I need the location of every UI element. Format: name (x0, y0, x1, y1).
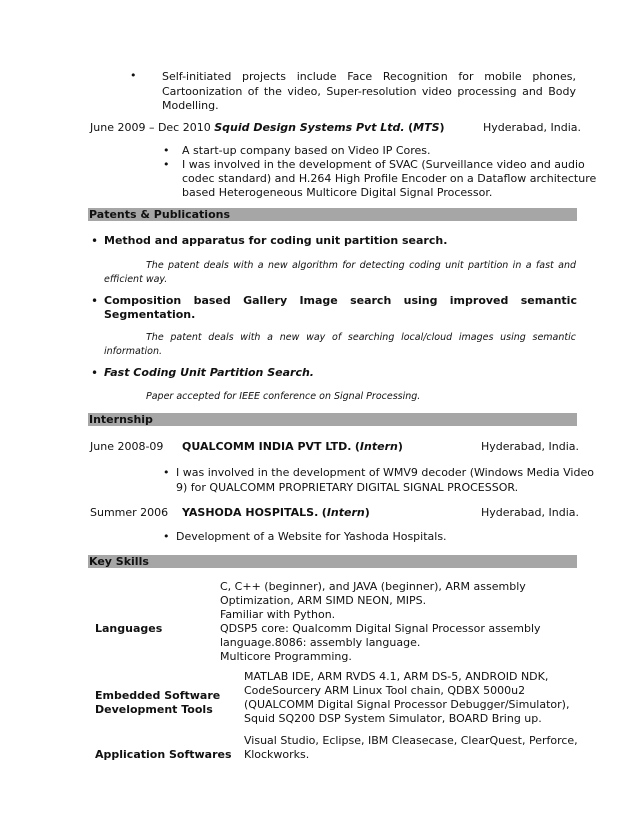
skill-detail: C, C++ (beginner), and JAVA (beginner), ARM assembly (220, 580, 526, 593)
bullet-icon: • (163, 466, 170, 479)
internship-company: YASHODA HOSPITALS. (Intern) (182, 506, 370, 519)
internship-dates: June 2008-09 (90, 440, 164, 453)
bullet-icon: • (91, 234, 99, 248)
company-name: Squid Design Systems Pvt Ltd. (214, 121, 405, 134)
patent-title: Method and apparatus for coding unit partition search. (104, 234, 448, 247)
internship-detail: I was involved in the development of WMV9 decoder (Windows Media Video (176, 466, 594, 479)
skill-detail: Optimization, ARM SIMD NEON, MIPS. (220, 594, 427, 607)
section-heading-patents: Patents & Publications (88, 208, 577, 221)
skill-detail: Multicore Programming. (220, 650, 352, 663)
job-tag-open: ( (408, 121, 414, 134)
internship-company: QUALCOMM INDIA PVT LTD. (Intern) (182, 440, 403, 453)
bullet-icon: • (163, 144, 170, 157)
internship-location: Hyderabad, India. (481, 506, 579, 519)
patent-title-cont: Segmentation. (104, 308, 196, 321)
internship-location: Hyderabad, India. (481, 440, 579, 453)
job-header-squid (90, 121, 445, 135)
skill-detail: (QUALCOMM Digital Signal Processor Debugger/Simulator), (244, 698, 570, 711)
section-heading-internship: Internship (88, 413, 577, 426)
skill-detail: Familiar with Python. (220, 608, 336, 621)
project-line-2: Cartoonization of the video, Super-resolution video processing and Body (162, 85, 576, 98)
project-line-1: Self-initiated projects include Face Recognition for mobile phones, (162, 70, 576, 83)
patent-description-cont: information. (104, 346, 163, 357)
patent-description: The patent deals with a new way of searching local/cloud images using semantic (146, 332, 576, 343)
skill-detail: QDSP5 core: Qualcomm Digital Signal Processor assembly (220, 622, 541, 635)
internship-dates: Summer 2006 (90, 506, 169, 519)
job-location: Hyderabad, India. (483, 121, 581, 134)
job-bullet: A start-up company based on Video IP Cores. (182, 144, 431, 157)
skill-label-cont: Development Tools (95, 703, 213, 716)
skill-detail: CodeSourcery ARM Linux Tool chain, QDBX 5000u2 (244, 684, 526, 697)
bullet-icon: • (163, 158, 170, 171)
patent-description: The patent deals with a new algorithm for detecting coding unit partition in a fast and (146, 260, 576, 271)
patent-description-cont: efficient way. (104, 274, 168, 285)
skill-label: Embedded Software (95, 689, 221, 702)
patent-title: Composition based Gallery Image search using improved semantic (104, 294, 577, 307)
skill-detail: Visual Studio, Eclipse, IBM Cleasecase, ClearQuest, Perforce, (244, 734, 578, 747)
skill-detail: MATLAB IDE, ARM RVDS 4.1, ARM DS-5, ANDROID NDK, (244, 670, 549, 683)
project-line-3: Modelling. (162, 99, 219, 112)
skill-detail: Klockworks. (244, 748, 310, 761)
bullet-icon: • (163, 530, 170, 543)
job-tag: MTS (413, 121, 440, 134)
job-bullet-cont: codec standard) and H.264 High Profile Encoder on a Dataflow architecture (182, 172, 597, 185)
paper-description: Paper accepted for IEEE conference on Signal Processing. (146, 391, 421, 402)
bullet-icon: • (130, 69, 137, 82)
bullet-icon: • (91, 366, 99, 380)
internship-detail-cont: 9) for QUALCOMM PROPRIETARY DIGITAL SIGNAL PROCESSOR. (176, 481, 519, 494)
section-heading-skills: Key Skills (88, 555, 577, 568)
skill-label: Languages (95, 622, 163, 635)
job-bullet: I was involved in the development of SVAC (Surveillance video and audio (182, 158, 585, 171)
skill-detail: language.8086: assembly language. (220, 636, 421, 649)
job-bullet-cont: based Heterogeneous Multicore Digital Signal Processor. (182, 186, 493, 199)
job-dates: June 2009 – Dec 2010 (90, 121, 211, 134)
skill-detail: Squid SQ200 DSP System Simulator, BOARD Bring up. (244, 712, 542, 725)
internship-detail: Development of a Website for Yashoda Hospitals. (176, 530, 447, 543)
bullet-icon: • (91, 294, 99, 308)
skill-label: Application Softwares (95, 748, 232, 761)
paper-title: Fast Coding Unit Partition Search. (104, 366, 314, 379)
job-tag-close: ) (439, 121, 445, 134)
